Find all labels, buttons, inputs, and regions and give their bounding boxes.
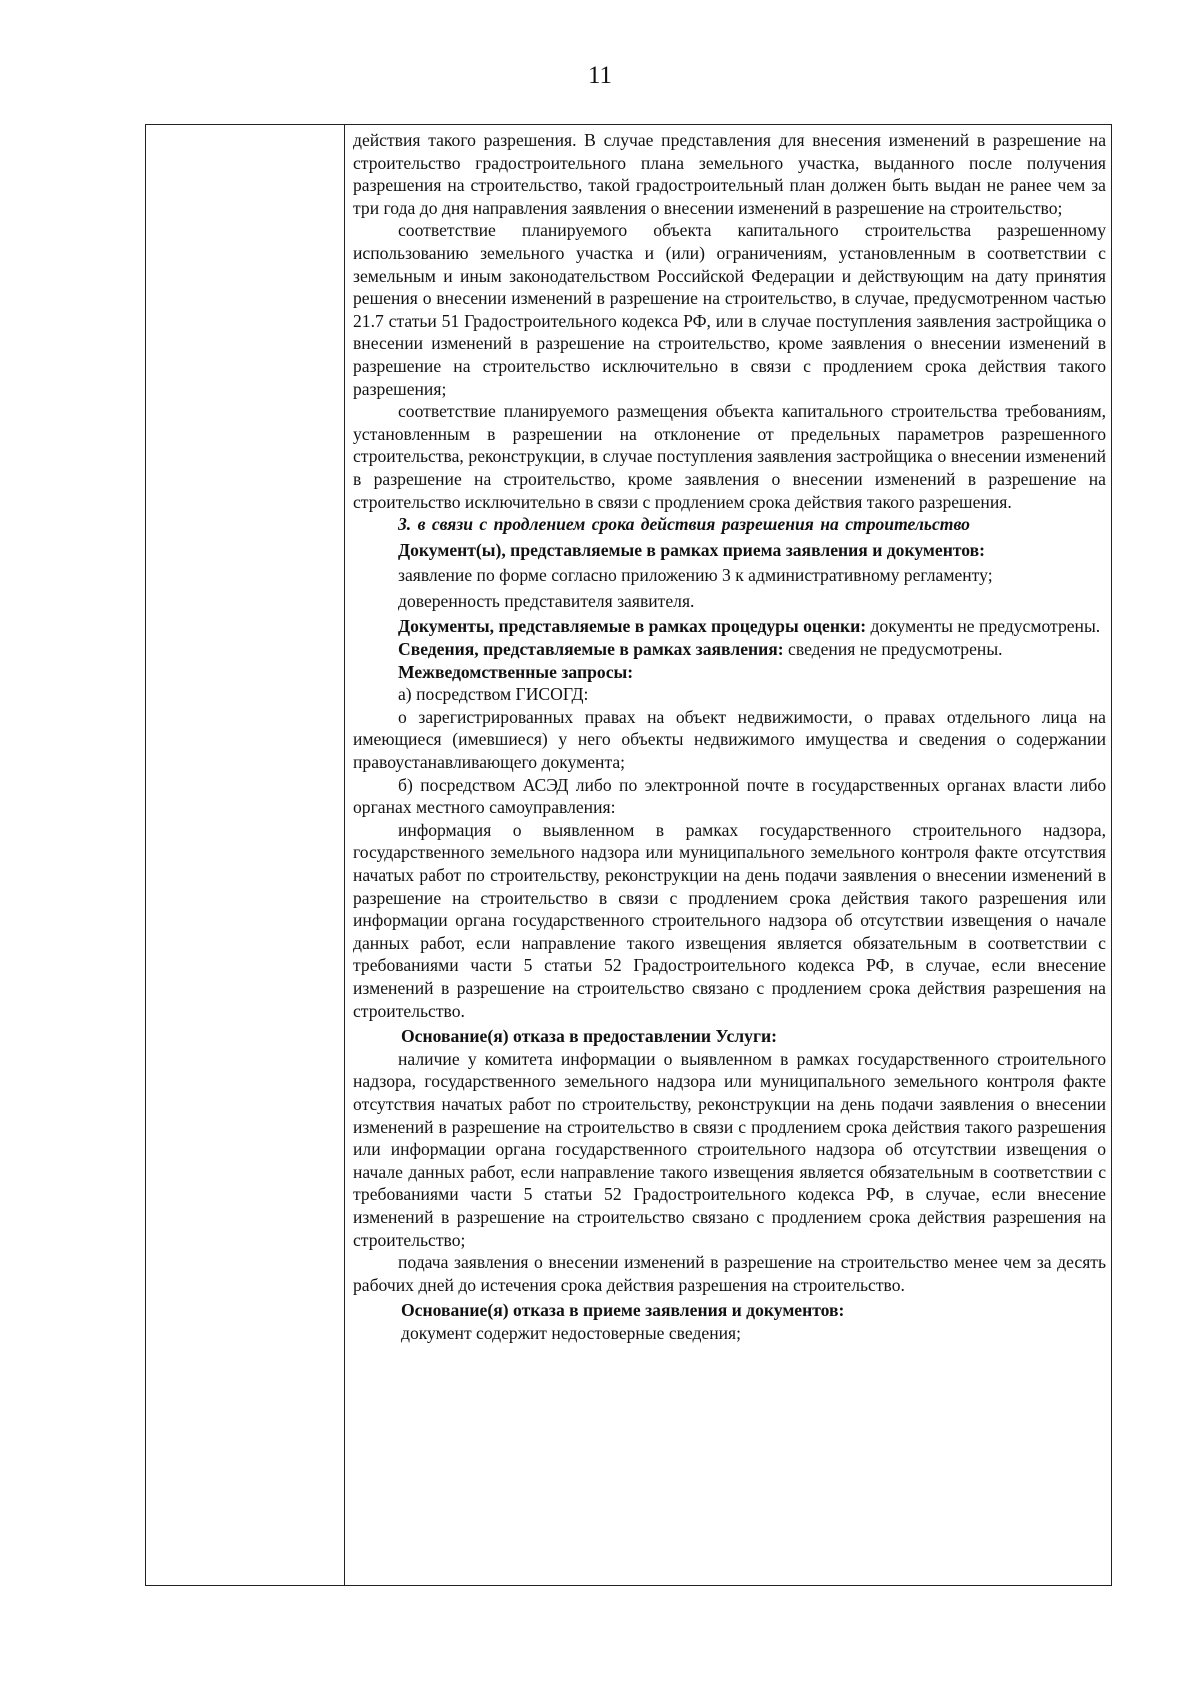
paragraph-deviation-compliance: соответствие планируемого размещения объекта капитального строительства требованиям, установленным в разрешении на отклонение от предельных параметров разрешенного строительства, реконструкции, в случае поступления заявления застройщика о внесении изменений в разрешение на строительство, кроме заявления о внесении изменений в разрешение на строительство исключительно в связи с продлением срока действия такого разрешения.	[353, 401, 1106, 512]
paragraph-continuation: действия такого разрешения. В случае представления для внесения изменений в разрешение на строительство градостроительного плана земельного участка, выданного после получения разрешения на строительство, такой градостроительный план должен быть выдан не ранее чем за три года до дня направления заявления о внесении изменений в разрешение на строительство;	[353, 130, 1106, 218]
evaluation-documents-text: документы не предусмотрены.	[866, 616, 1101, 637]
information-label: Сведения, представляемые в рамках заявления:	[398, 639, 784, 660]
page-number: 11	[587, 62, 613, 89]
evaluation-documents-label: Документы, представляемые в рамках процедуры оценки:	[398, 616, 867, 637]
table-left-column	[146, 125, 345, 1585]
content-table	[145, 124, 1112, 1586]
paragraph-permitted-use: соответствие планируемого объекта капитального строительства разрешенному использованию земельного участка и (или) ограничениям, установленным в соответствии с земельным и иным законодательством Российской Федерации и действующим на дату принятия решения о внесении изменений в разрешение на строительство, в случае, предусмотренном частью 21.7 статьи 51 Градостроительного кодекса РФ, или в случае поступления заявления застройщика о внесении изменений в разрешение на строительство, кроме заявления о внесении изменений в разрешение на строительство исключительно в связи с продлением срока действия такого разрешения;	[353, 220, 1106, 399]
documents-item-power-of-attorney: доверенность представителя заявителя.	[398, 590, 695, 611]
table-right-column	[345, 125, 1111, 1585]
reject-application-heading: Основание(я) отказа в приеме заявления и документов:	[401, 1300, 845, 1321]
refusal-ground-1: наличие у комитета информации о выявленном в рамках государственного строительного надзора, государственного земельного надзора или муниципального земельного контроля факте отсутствия начатых работ по строительству, реконструкции на день подачи заявления о внесении изменений в разрешение на строительство в связи с продлением срока действия такого разрешения или информации органа государственного строительного надзора об отсутствии извещения о начале данных работ, если направление такого извещения является обязательным в соответствии с требованиями части 5 статьи 52 Градостроительного кодекса РФ, в случае, если внесение изменений в разрешение на строительство связано с продлением срока действия разрешения на строительство;	[353, 1048, 1106, 1250]
interagency-item-a-text: о зарегистрированных правах на объект недвижимости, о правах отдельного лица на имеющиеся (имевшиеся) у него объекты недвижимого имущества и сведения о содержании правоустанавливающего документа;	[353, 706, 1106, 773]
interagency-item-b: б) посредством АСЭД либо по электронной почте в государственных органах власти либо органах местного самоуправления:	[353, 774, 1106, 818]
refusal-service-heading: Основание(я) отказа в предоставлении Услуги:	[401, 1026, 777, 1047]
interagency-item-b-text: информация о выявленном в рамках государственного строительного надзора, государственного земельного надзора или муниципального земельного контроля факте отсутствия начатых работ по строительству, реконструкции на день подачи заявления о внесении изменений в разрешение на строительство в связи с продлением срока действия такого разрешения или информации органа государственного строительного надзора об отсутствии извещения о начале данных работ, если направление такого извещения является обязательным в соответствии с требованиями части 5 статьи 52 Градостроительного кодекса РФ, в случае, если внесение изменений в разрешение на строительство связано с продлением срока действия разрешения на строительство.	[353, 819, 1106, 1021]
reject-ground-1: документ содержит недостоверные сведения;	[401, 1322, 742, 1343]
section-heading-extension: 3. в связи с продлением срока действия разрешения на строительство	[398, 514, 970, 535]
documents-heading: Документ(ы), представляемые в рамках приема заявления и документов:	[398, 539, 985, 560]
documents-item-application: заявление по форме согласно приложению 3 к административному регламенту;	[398, 565, 993, 586]
interagency-item-a: а) посредством ГИСОГД:	[398, 684, 589, 705]
refusal-ground-2: подача заявления о внесении изменений в разрешение на строительство менее чем за десять рабочих дней до истечения срока действия разрешения на строительство.	[353, 1252, 1106, 1295]
interagency-heading: Межведомственные запросы:	[398, 661, 634, 682]
information-paragraph	[353, 638, 1106, 661]
information-text: сведения не предусмотрены.	[783, 639, 1003, 660]
evaluation-documents-paragraph	[353, 615, 1106, 638]
